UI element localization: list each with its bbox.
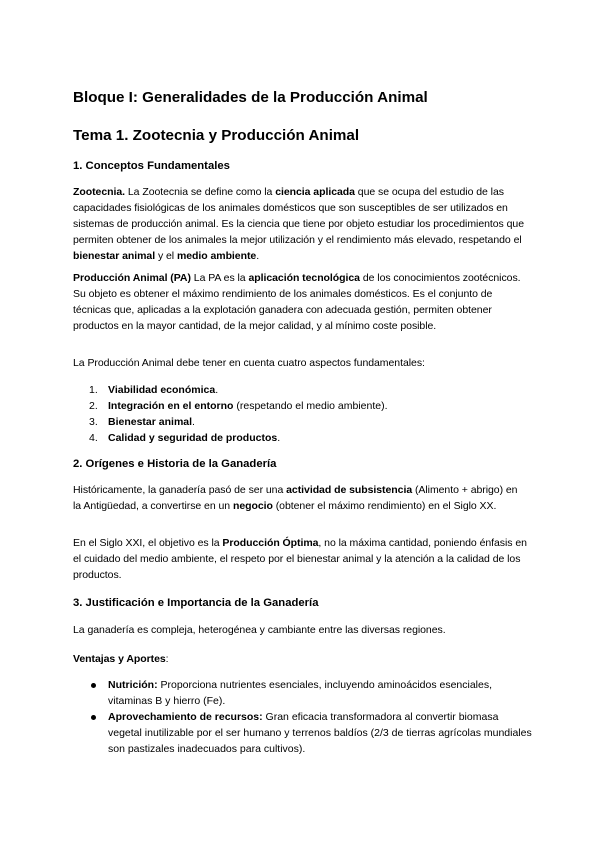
topic-title: Tema 1. Zootecnia y Producción Animal (73, 127, 360, 144)
bullet-icon (91, 715, 96, 720)
justification-paragraph: La ganadería es compleja, heterogénea y cambiante entre las diversas regiones. (73, 624, 446, 636)
bold-run: Nutrición: (108, 679, 158, 691)
zootecnia-paragraph (73, 184, 528, 264)
text-run: : (165, 653, 169, 665)
text-run: Proporciona nutrientes esenciales, incluyendo aminoácidos esenciales, vitaminas B y hierro (Fe). (108, 679, 493, 707)
text-run: (obtener el máximo rendimiento) en el Siglo XX. (272, 500, 497, 512)
aspects-intro: La Producción Animal debe tener en cuenta cuatro aspectos fundamentales: (73, 357, 425, 369)
bold-run: Producción Óptima (222, 537, 319, 549)
text-run: La Zootecnia se define como la (125, 186, 276, 198)
text-run: y el (155, 250, 177, 262)
text-run: . (215, 384, 219, 396)
zootecnia-term: Zootecnia. (73, 186, 126, 198)
bold-run: actividad de subsistencia (286, 484, 413, 496)
bold-run: Ventajas y Aportes (73, 653, 166, 665)
list-number: 2. (89, 400, 98, 412)
bold-run: Bienestar animal (108, 416, 193, 428)
ventajas-label (73, 651, 528, 667)
text-run: . (277, 432, 281, 444)
list-item (73, 677, 533, 709)
text-run: que se ocupa del estudio de las capacidades fisiológicas de los animales domésticos que son susceptibles de ser utilizados en sistemas de producción animal. Es la ciencia que tiene por objeto estudiar los procedimientos que permiten obtener de los animales la mejor utilización y el rendimiento más elevado, respetando el (73, 186, 524, 246)
list-item (73, 709, 533, 757)
text-run: , no la máxima cantidad, poniendo énfasis en el cuidado del medio ambiente, el respeto por el bienestar animal y la atención a la calidad de los productos. (73, 537, 527, 581)
text-run: de los conocimientos zootécnicos. Su objeto es obtener el máximo rendimiento de los animales domésticos. Es el conjunto de técnicas que, aplicadas a la explotación ganadera con adecuada gestión, permiten obtener productos en la mayor cantidad, de la mejor calidad, y al mínimo coste posible. (73, 272, 521, 332)
produccion-term: Producción Animal (PA) (73, 272, 191, 284)
section-3-heading: 3. Justificación e Importancia de la Ganadería (73, 597, 319, 609)
aspects-list (73, 382, 533, 446)
list-number: 3. (89, 416, 98, 428)
produccion-animal-paragraph (73, 270, 528, 334)
text-run: (Alimento + abrigo) en la Antigüedad, a convertirse en un (73, 484, 518, 512)
bullet-icon (91, 683, 96, 688)
list-number: 4. (89, 432, 98, 444)
section-2-heading: 2. Orígenes e Historia de la Ganadería (73, 458, 277, 470)
bold-run: ciencia aplicada (275, 186, 355, 198)
list-number: 1. (89, 384, 98, 396)
list-item (73, 398, 533, 414)
bold-run: aplicación tecnológica (248, 272, 360, 284)
bold-run: negocio (232, 500, 273, 512)
bold-run: Viabilidad económica (108, 384, 216, 396)
list-item (73, 414, 533, 430)
text-run: . (256, 250, 260, 262)
list-item (73, 430, 533, 446)
bold-run: medio ambiente (176, 250, 257, 262)
text-run: (respetando el medio ambiente). (233, 400, 388, 412)
history-paragraph-2 (73, 535, 528, 583)
bold-run: Calidad y seguridad de productos (108, 432, 278, 444)
text-run: La PA es la (190, 272, 249, 284)
ventajas-list (73, 677, 533, 757)
bold-run: Aprovechamiento de recursos: (108, 711, 263, 723)
text-run: Gran eficacia transformadora al convertir biomasa vegetal inutilizable por el ser humano y terrenos baldíos (2/3 de tierras agrícolas mundiales son pastizales inadecuados para cultivos). (108, 711, 532, 755)
history-paragraph-1 (73, 482, 528, 514)
text-run: Históricamente, la ganadería pasó de ser una (73, 484, 287, 496)
bold-run: Integración en el entorno (108, 400, 234, 412)
block-title: Bloque I: Generalidades de la Producción Animal (73, 89, 428, 106)
text-run: . (192, 416, 195, 428)
text-run: En el Siglo XXI, el objetivo es la (73, 537, 223, 549)
list-item (73, 382, 533, 398)
section-1-heading: 1. Conceptos Fundamentales (73, 160, 230, 172)
bold-run: bienestar animal (73, 250, 156, 262)
